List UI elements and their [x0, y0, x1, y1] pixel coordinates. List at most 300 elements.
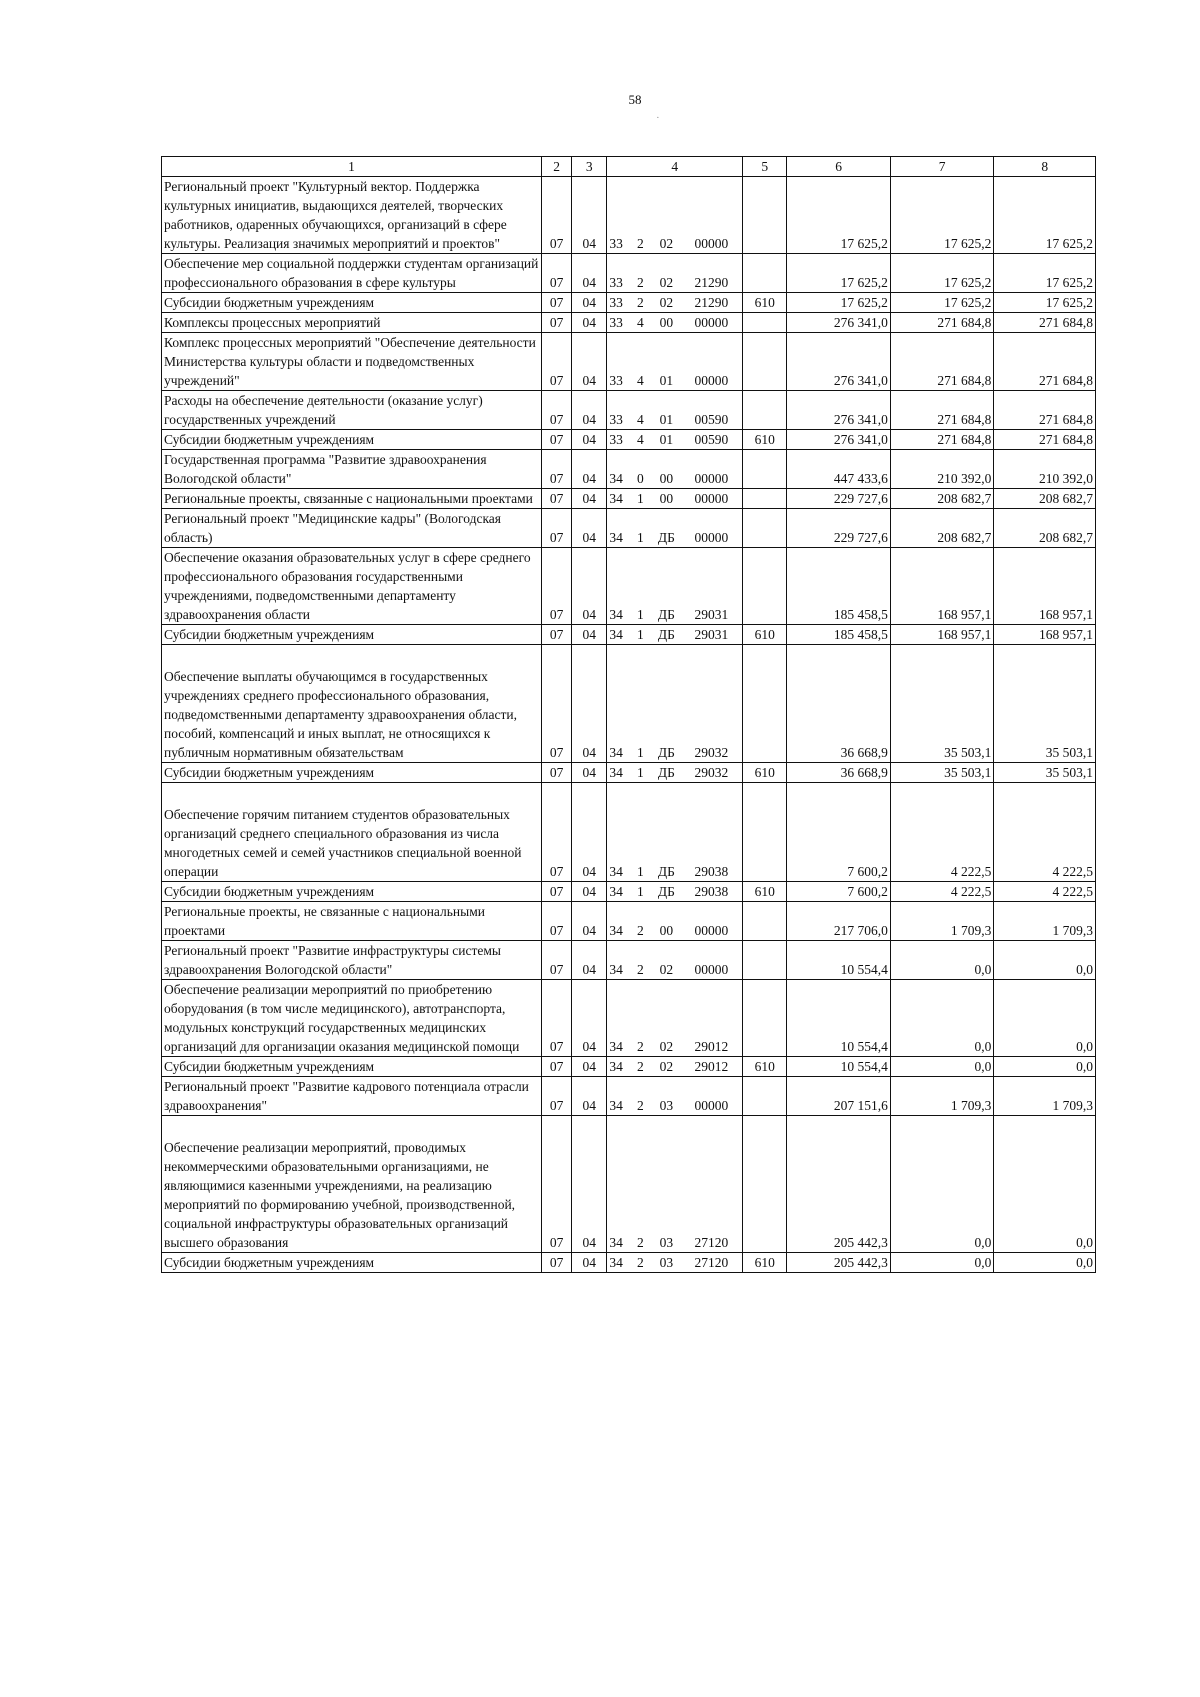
amount-year-2: 4 222,5 [890, 882, 994, 902]
section-code: 07 [542, 450, 572, 489]
subsection-code: 04 [572, 1116, 607, 1253]
section-code: 07 [542, 882, 572, 902]
amount-year-2: 1 709,3 [890, 1077, 994, 1116]
table-row [162, 941, 1096, 980]
section-code: 07 [542, 548, 572, 625]
amount-year-2: 208 682,7 [890, 509, 994, 548]
code-part-k4: 29032 [694, 745, 729, 760]
amount-year-3: 4 222,5 [994, 783, 1096, 882]
target-article-code [607, 489, 743, 509]
amount-year-3: 271 684,8 [994, 333, 1096, 391]
amount-year-2: 168 957,1 [890, 548, 994, 625]
section-code: 07 [542, 980, 572, 1057]
amount-year-1: 276 341,0 [787, 430, 891, 450]
row-name: Субсидии бюджетным учреждениям [162, 763, 542, 783]
amount-year-1: 10 554,4 [787, 980, 891, 1057]
code-part-k2: 4 [637, 373, 644, 388]
expense-type-code [743, 941, 787, 980]
header-cell: 2 [542, 157, 572, 177]
code-part-k2: 2 [637, 1059, 644, 1074]
amount-year-2: 271 684,8 [890, 430, 994, 450]
subsection-code: 04 [572, 763, 607, 783]
code-part-k1: 33 [609, 373, 623, 388]
code-part-k4: 29031 [694, 627, 729, 642]
code-part-k2: 1 [637, 765, 644, 780]
table-row [162, 391, 1096, 430]
amount-year-2: 17 625,2 [890, 293, 994, 313]
expense-type-code: 610 [743, 430, 787, 450]
table-row [162, 625, 1096, 645]
code-part-k1: 34 [609, 471, 623, 486]
subsection-code: 04 [572, 391, 607, 430]
header-cell: 3 [572, 157, 607, 177]
code-part-k4: 00590 [694, 412, 729, 427]
row-name: Обеспечение горячим питанием студентов образовательных организаций среднего специального образования из числа многодетных семей и семей участников специальной военной операции [162, 783, 542, 882]
target-article-code [607, 391, 743, 430]
expense-type-code [743, 391, 787, 430]
page-number: 58 [628, 92, 642, 107]
code-part-k1: 34 [609, 491, 623, 506]
code-part-k4: 21290 [694, 295, 729, 310]
code-part-k3: ДБ [657, 884, 675, 899]
amount-year-1: 185 458,5 [787, 625, 891, 645]
section-code: 07 [542, 645, 572, 763]
section-code: 07 [542, 391, 572, 430]
expense-type-code [743, 645, 787, 763]
header-row [162, 157, 1096, 177]
code-part-k2: 1 [637, 627, 644, 642]
row-name: Региональные проекты, связанные с национальными проектами [162, 489, 542, 509]
code-part-k1: 34 [609, 1098, 623, 1113]
subsection-code: 04 [572, 1077, 607, 1116]
code-part-k4: 00590 [694, 432, 729, 447]
code-part-k3: 01 [659, 412, 674, 427]
amount-year-1: 276 341,0 [787, 333, 891, 391]
amount-year-2: 271 684,8 [890, 333, 994, 391]
code-part-k3: 02 [659, 295, 674, 310]
section-code: 07 [542, 293, 572, 313]
code-part-k4: 29012 [694, 1059, 729, 1074]
amount-year-2: 17 625,2 [890, 254, 994, 293]
amount-year-3: 168 957,1 [994, 625, 1096, 645]
code-part-k4: 00000 [694, 1098, 729, 1113]
code-part-k4: 21290 [694, 275, 729, 290]
subsection-code: 04 [572, 450, 607, 489]
subsection-code: 04 [572, 1057, 607, 1077]
code-part-k3: ДБ [657, 864, 675, 879]
code-part-k2: 1 [637, 884, 644, 899]
budget-table [161, 156, 1096, 1273]
expense-type-code: 610 [743, 1253, 787, 1273]
row-name: Комплексы процессных мероприятий [162, 313, 542, 333]
row-name: Региональные проекты, не связанные с национальными проектами [162, 902, 542, 941]
expense-type-code [743, 783, 787, 882]
code-part-k1: 34 [609, 530, 623, 545]
code-part-k2: 4 [637, 315, 644, 330]
code-part-k4: 00000 [694, 471, 729, 486]
amount-year-2: 210 392,0 [890, 450, 994, 489]
amount-year-2: 35 503,1 [890, 645, 994, 763]
code-part-k3: 02 [659, 275, 674, 290]
amount-year-3: 271 684,8 [994, 391, 1096, 430]
amount-year-2: 17 625,2 [890, 177, 994, 254]
amount-year-1: 36 668,9 [787, 763, 891, 783]
code-part-k4: 00000 [694, 962, 729, 977]
amount-year-3: 168 957,1 [994, 548, 1096, 625]
row-name: Региональный проект "Развитие кадрового потенциала отрасли здравоохранения" [162, 1077, 542, 1116]
amount-year-1: 205 442,3 [787, 1253, 891, 1273]
amount-year-3: 271 684,8 [994, 313, 1096, 333]
amount-year-2: 208 682,7 [890, 489, 994, 509]
amount-year-2: 0,0 [890, 1057, 994, 1077]
amount-year-3: 0,0 [994, 1253, 1096, 1273]
code-part-k1: 34 [609, 884, 623, 899]
code-part-k1: 34 [609, 923, 623, 938]
code-part-k3: 02 [659, 236, 674, 251]
code-part-k2: 1 [637, 745, 644, 760]
amount-year-2: 0,0 [890, 941, 994, 980]
amount-year-3: 210 392,0 [994, 450, 1096, 489]
code-part-k4: 29038 [694, 884, 729, 899]
header-cell: 6 [787, 157, 891, 177]
code-part-k3: 01 [659, 373, 674, 388]
expense-type-code [743, 313, 787, 333]
code-part-k3: 01 [659, 432, 674, 447]
expense-type-code [743, 489, 787, 509]
amount-year-3: 271 684,8 [994, 430, 1096, 450]
amount-year-3: 1 709,3 [994, 1077, 1096, 1116]
header-cell: 8 [994, 157, 1096, 177]
amount-year-2: 4 222,5 [890, 783, 994, 882]
target-article-code [607, 1077, 743, 1116]
row-name: Обеспечение выплаты обучающимся в государственных учреждениях среднего профессионального образования, подведомственными департаменту здравоохранения области, пособий, компенсаций и иных выплат, не относящихся к публичным нормативным обязательствам [162, 645, 542, 763]
expense-type-code [743, 1077, 787, 1116]
subsection-code: 04 [572, 882, 607, 902]
table-row [162, 645, 1096, 763]
amount-year-1: 7 600,2 [787, 783, 891, 882]
target-article-code [607, 293, 743, 313]
table-row [162, 177, 1096, 254]
code-part-k3: 03 [659, 1235, 674, 1250]
section-code: 07 [542, 489, 572, 509]
row-name: Региональный проект "Культурный вектор. Поддержка культурных инициатив, выдающихся деятелей, творческих работников, одаренных обучающихся, организаций в сфере культуры. Реализация значимых мероприятий и проектов" [162, 177, 542, 254]
expense-type-code [743, 254, 787, 293]
code-part-k2: 2 [637, 1039, 644, 1054]
target-article-code [607, 177, 743, 254]
code-part-k4: 27120 [694, 1255, 729, 1270]
section-code: 07 [542, 430, 572, 450]
code-part-k4: 00000 [694, 315, 729, 330]
code-part-k1: 34 [609, 1255, 623, 1270]
section-code: 07 [542, 177, 572, 254]
section-code: 07 [542, 1253, 572, 1273]
code-part-k2: 1 [637, 491, 644, 506]
expense-type-code: 610 [743, 293, 787, 313]
subsection-code: 04 [572, 293, 607, 313]
amount-year-1: 10 554,4 [787, 1057, 891, 1077]
amount-year-3: 0,0 [994, 941, 1096, 980]
section-code: 07 [542, 625, 572, 645]
amount-year-3: 35 503,1 [994, 645, 1096, 763]
section-code: 07 [542, 783, 572, 882]
section-code: 07 [542, 902, 572, 941]
code-part-k4: 00000 [694, 923, 729, 938]
amount-year-1: 36 668,9 [787, 645, 891, 763]
code-part-k3: 03 [659, 1255, 674, 1270]
table-body [162, 177, 1096, 1273]
target-article-code [607, 783, 743, 882]
section-code: 07 [542, 1057, 572, 1077]
amount-year-3: 208 682,7 [994, 509, 1096, 548]
code-part-k1: 34 [609, 607, 623, 622]
target-article-code [607, 333, 743, 391]
subsection-code: 04 [572, 902, 607, 941]
section-code: 07 [542, 254, 572, 293]
table-row [162, 450, 1096, 489]
code-part-k1: 34 [609, 962, 623, 977]
code-part-k3: ДБ [657, 745, 675, 760]
code-part-k4: 00000 [694, 373, 729, 388]
table-row [162, 509, 1096, 548]
amount-year-3: 4 222,5 [994, 882, 1096, 902]
code-part-k3: 03 [659, 1098, 674, 1113]
table-row [162, 1253, 1096, 1273]
expense-type-code [743, 450, 787, 489]
code-part-k1: 34 [609, 745, 623, 760]
header-cell: 1 [162, 157, 542, 177]
amount-year-1: 17 625,2 [787, 293, 891, 313]
amount-year-1: 217 706,0 [787, 902, 891, 941]
row-name: Субсидии бюджетным учреждениям [162, 293, 542, 313]
row-name: Субсидии бюджетным учреждениям [162, 430, 542, 450]
header-cell: 7 [890, 157, 994, 177]
amount-year-2: 271 684,8 [890, 313, 994, 333]
table-row [162, 430, 1096, 450]
table-row [162, 254, 1096, 293]
table-row [162, 1116, 1096, 1253]
amount-year-1: 229 727,6 [787, 489, 891, 509]
code-part-k1: 34 [609, 1235, 623, 1250]
row-name: Расходы на обеспечение деятельности (оказание услуг) государственных учреждений [162, 391, 542, 430]
table-row [162, 313, 1096, 333]
row-name: Обеспечение оказания образовательных услуг в сфере среднего профессионального образования государственными учреждениями, подведомственными департаменту здравоохранения области [162, 548, 542, 625]
code-part-k4: 00000 [694, 491, 729, 506]
target-article-code [607, 430, 743, 450]
amount-year-2: 35 503,1 [890, 763, 994, 783]
code-part-k4: 29032 [694, 765, 729, 780]
amount-year-3: 17 625,2 [994, 177, 1096, 254]
subsection-code: 04 [572, 783, 607, 882]
table-row [162, 783, 1096, 882]
row-name: Комплекс процессных мероприятий "Обеспечение деятельности Министерства культуры области и подведомственных учреждений" [162, 333, 542, 391]
amount-year-3: 17 625,2 [994, 254, 1096, 293]
amount-year-1: 276 341,0 [787, 313, 891, 333]
amount-year-1: 205 442,3 [787, 1116, 891, 1253]
table-row [162, 902, 1096, 941]
section-code: 07 [542, 1116, 572, 1253]
section-code: 07 [542, 763, 572, 783]
code-part-k3: ДБ [657, 530, 675, 545]
amount-year-1: 276 341,0 [787, 391, 891, 430]
section-code: 07 [542, 509, 572, 548]
code-part-k2: 1 [637, 530, 644, 545]
code-part-k1: 34 [609, 1039, 623, 1054]
subsection-code: 04 [572, 625, 607, 645]
target-article-code [607, 450, 743, 489]
code-part-k4: 00000 [694, 236, 729, 251]
amount-year-3: 0,0 [994, 1116, 1096, 1253]
subsection-code: 04 [572, 177, 607, 254]
code-part-k3: ДБ [657, 627, 675, 642]
subsection-code: 04 [572, 333, 607, 391]
code-part-k4: 29038 [694, 864, 729, 879]
code-part-k1: 33 [609, 295, 623, 310]
expense-type-code [743, 548, 787, 625]
amount-year-1: 185 458,5 [787, 548, 891, 625]
code-part-k1: 34 [609, 864, 623, 879]
row-name: Субсидии бюджетным учреждениям [162, 882, 542, 902]
target-article-code [607, 980, 743, 1057]
code-part-k4: 27120 [694, 1235, 729, 1250]
expense-type-code [743, 902, 787, 941]
amount-year-3: 0,0 [994, 980, 1096, 1057]
code-part-k3: 02 [659, 1039, 674, 1054]
amount-year-1: 447 433,6 [787, 450, 891, 489]
code-part-k2: 2 [637, 236, 644, 251]
subsection-code: 04 [572, 254, 607, 293]
expense-type-code [743, 509, 787, 548]
section-code: 07 [542, 333, 572, 391]
code-part-k2: 4 [637, 412, 644, 427]
amount-year-3: 208 682,7 [994, 489, 1096, 509]
expense-type-code [743, 333, 787, 391]
section-code: 07 [542, 941, 572, 980]
subsection-code: 04 [572, 645, 607, 763]
amount-year-1: 7 600,2 [787, 882, 891, 902]
subsection-code: 04 [572, 489, 607, 509]
table-row [162, 1077, 1096, 1116]
table-row [162, 489, 1096, 509]
section-code: 07 [542, 313, 572, 333]
amount-year-3: 35 503,1 [994, 763, 1096, 783]
code-part-k2: 2 [637, 275, 644, 290]
row-name: Государственная программа "Развитие здравоохранения Вологодской области" [162, 450, 542, 489]
code-part-k2: 1 [637, 607, 644, 622]
target-article-code [607, 509, 743, 548]
code-part-k1: 33 [609, 412, 623, 427]
expense-type-code: 610 [743, 1057, 787, 1077]
table-row [162, 548, 1096, 625]
code-part-k2: 4 [637, 432, 644, 447]
amount-year-2: 0,0 [890, 1253, 994, 1273]
table-row [162, 1057, 1096, 1077]
code-part-k2: 2 [637, 1098, 644, 1113]
code-part-k4: 29031 [694, 607, 729, 622]
code-part-k2: 2 [637, 295, 644, 310]
subsection-code: 04 [572, 509, 607, 548]
subsection-code: 04 [572, 980, 607, 1057]
target-article-code [607, 645, 743, 763]
code-part-k2: 2 [637, 923, 644, 938]
code-part-k3: 00 [659, 471, 674, 486]
expense-type-code [743, 177, 787, 254]
code-part-k3: 02 [659, 1059, 674, 1074]
target-article-code [607, 1253, 743, 1273]
amount-year-1: 17 625,2 [787, 254, 891, 293]
target-article-code [607, 625, 743, 645]
target-article-code [607, 1116, 743, 1253]
subsection-code: 04 [572, 1253, 607, 1273]
row-name: Обеспечение реализации мероприятий, проводимых некоммерческими образовательными организациями, не являющимися казенными учреждениями, на реализацию мероприятий по формированию учебной, производственной, социальной инфраструктуры образовательных организаций высшего образования [162, 1116, 542, 1253]
scan-artifact: · [656, 112, 660, 124]
code-part-k2: 1 [637, 864, 644, 879]
code-part-k4: 29012 [694, 1039, 729, 1054]
target-article-code [607, 254, 743, 293]
section-code: 07 [542, 1077, 572, 1116]
code-part-k3: ДБ [657, 765, 675, 780]
amount-year-2: 0,0 [890, 980, 994, 1057]
code-part-k2: 0 [637, 471, 644, 486]
code-part-k3: 02 [659, 962, 674, 977]
row-name: Обеспечение реализации мероприятий по приобретению оборудования (в том числе медицинского), автотранспорта, модульных конструкций государственных медицинских организаций для организации оказания медицинской помощи [162, 980, 542, 1057]
amount-year-2: 0,0 [890, 1116, 994, 1253]
amount-year-2: 168 957,1 [890, 625, 994, 645]
table-row [162, 763, 1096, 783]
code-part-k2: 2 [637, 1235, 644, 1250]
target-article-code [607, 548, 743, 625]
code-part-k1: 33 [609, 315, 623, 330]
expense-type-code: 610 [743, 882, 787, 902]
expense-type-code [743, 980, 787, 1057]
amount-year-3: 1 709,3 [994, 902, 1096, 941]
expense-type-code: 610 [743, 625, 787, 645]
code-part-k1: 34 [609, 1059, 623, 1074]
target-article-code [607, 902, 743, 941]
code-part-k4: 00000 [694, 530, 729, 545]
amount-year-2: 1 709,3 [890, 902, 994, 941]
amount-year-1: 229 727,6 [787, 509, 891, 548]
row-name: Региональный проект "Развитие инфраструктуры системы здравоохранения Вологодской области" [162, 941, 542, 980]
target-article-code [607, 941, 743, 980]
amount-year-2: 271 684,8 [890, 391, 994, 430]
expense-type-code [743, 1116, 787, 1253]
amount-year-3: 0,0 [994, 1057, 1096, 1077]
target-article-code [607, 1057, 743, 1077]
header-cell: 5 [743, 157, 787, 177]
table-row [162, 293, 1096, 313]
row-name: Субсидии бюджетным учреждениям [162, 625, 542, 645]
subsection-code: 04 [572, 548, 607, 625]
amount-year-3: 17 625,2 [994, 293, 1096, 313]
row-name: Обеспечение мер социальной поддержки студентам организаций профессионального образования в сфере культуры [162, 254, 542, 293]
amount-year-1: 207 151,6 [787, 1077, 891, 1116]
target-article-code [607, 313, 743, 333]
row-name: Субсидии бюджетным учреждениям [162, 1057, 542, 1077]
amount-year-1: 10 554,4 [787, 941, 891, 980]
code-part-k3: ДБ [657, 607, 675, 622]
header-cell: 4 [607, 157, 743, 177]
code-part-k1: 33 [609, 275, 623, 290]
subsection-code: 04 [572, 313, 607, 333]
table-row [162, 980, 1096, 1057]
subsection-code: 04 [572, 941, 607, 980]
code-part-k2: 2 [637, 962, 644, 977]
code-part-k3: 00 [659, 315, 674, 330]
row-name: Субсидии бюджетным учреждениям [162, 1253, 542, 1273]
code-part-k1: 33 [609, 236, 623, 251]
amount-year-1: 17 625,2 [787, 177, 891, 254]
table-row [162, 333, 1096, 391]
